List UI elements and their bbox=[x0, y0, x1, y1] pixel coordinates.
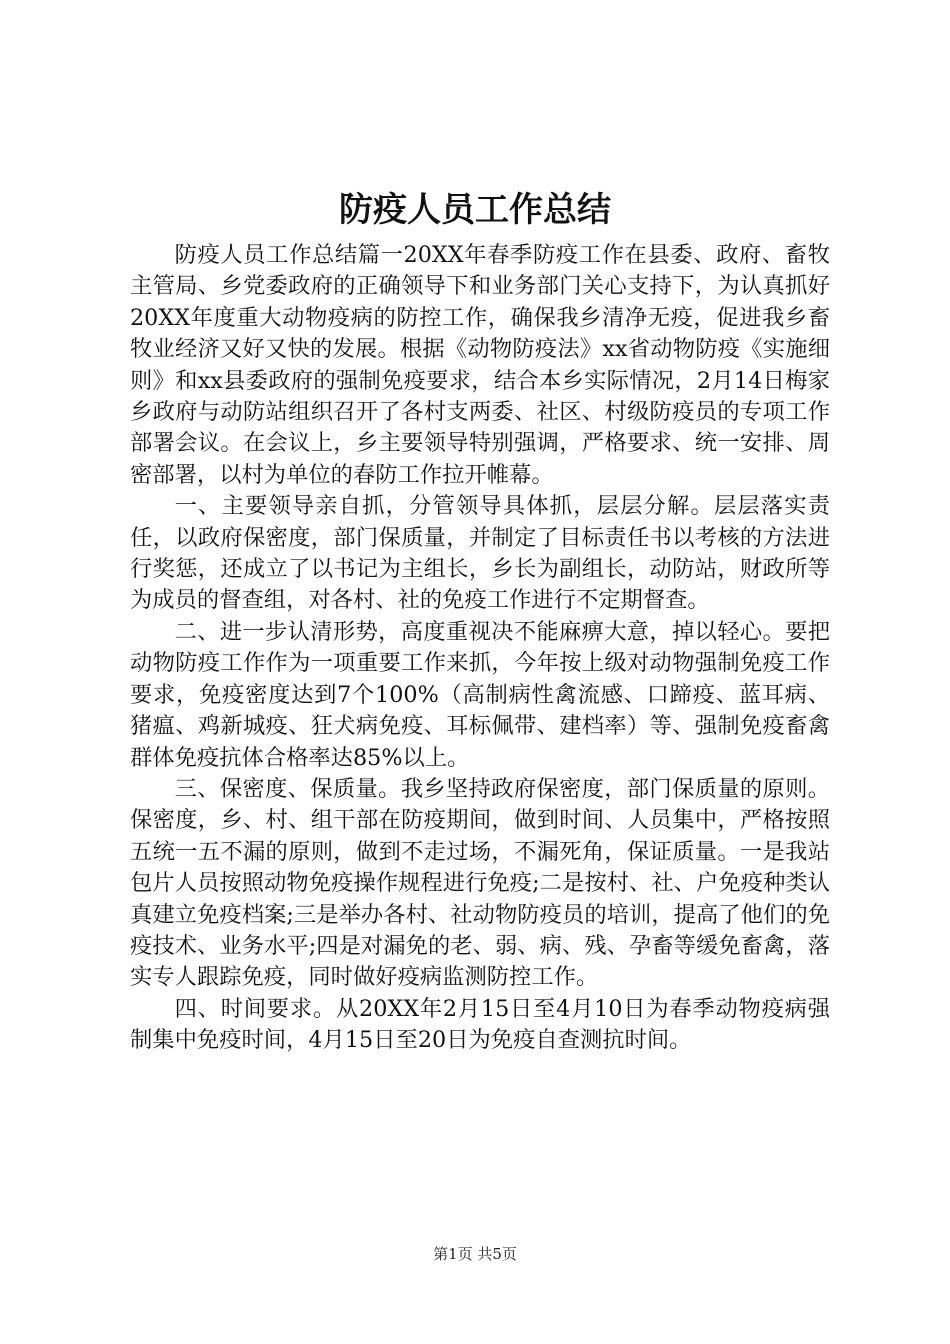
paragraph-intro: 防疫人员工作总结篇一20XX年春季防疫工作在县委、政府、畜牧主管局、乡党委政府的正确领导下和业务部门关心支持下，为认真抓好20XX年度重大动物疫病的防控工作，确保我乡清净无疫，促进我乡畜牧业经济又好又快的发展。根据《动物防疫法》xx省动物防疫《实施细则》和xx县委政府的强制免疫要求，结合本乡实际情况，2月14日梅家乡政府与动防站组织召开了各村支两委、社区、村级防疫员的专项工作部署会议。在会议上，乡主要领导特别强调，严格要求、统一安排、周密部署，以村为单位的春防工作拉开帷幕。 bbox=[130, 242, 830, 488]
document-body bbox=[130, 240, 830, 1057]
paragraph-section-1: 一、主要领导亲自抓，分管领导具体抓，层层分解。层层落实责任，以政府保密度，部门保质量，并制定了目标责任书以考核的方法进行奖惩，还成立了以书记为主组长，乡长为副组长，动防站，财政所等为成员的督查组，对各村、社的免疫工作进行不定期督查。 bbox=[130, 493, 830, 614]
document-title: 防疫人员工作总结 bbox=[339, 190, 611, 230]
paragraph-section-4: 四、时间要求。从20XX年2月15日至4月10日为春季动物疫病强制集中免疫时间，4月15日至20日为免疫自查测抗时间。 bbox=[130, 995, 830, 1054]
paragraph-section-3: 三、保密度、保质量。我乡坚持政府保密度，部门保质量的原则。保密度，乡、村、组干部在防疫期间，做到时间、人员集中，严格按照五统一五不漏的原则，做到不走过场，不漏死角，保证质量。一是我站包片人员按照动物免疫操作规程进行免疫;二是按村、社、户免疫种类认真建立免疫档案;三是举办各村、社动物防疫员的培训，提高了他们的免疫技术、业务水平;四是对漏免的老、弱、病、残、孕畜等缓免畜禽，落实专人跟踪免疫，同时做好疫病监测防控工作。 bbox=[130, 775, 830, 991]
paragraph-section-2: 二、进一步认清形势，高度重视决不能麻痹大意，掉以轻心。要把动物防疫工作作为一项重要工作来抓，今年按上级对动物强制免疫工作要求，免疫密度达到7个100%（高制病性禽流感、口蹄疫、蓝耳病、猪瘟、鸡新城疫、狂犬病免疫、耳标佩带、建档率）等、强制免疫畜禽群体免疫抗体合格率达85%以上。 bbox=[130, 618, 830, 771]
page-number-footer: 第1页 共5页 bbox=[433, 1245, 517, 1263]
